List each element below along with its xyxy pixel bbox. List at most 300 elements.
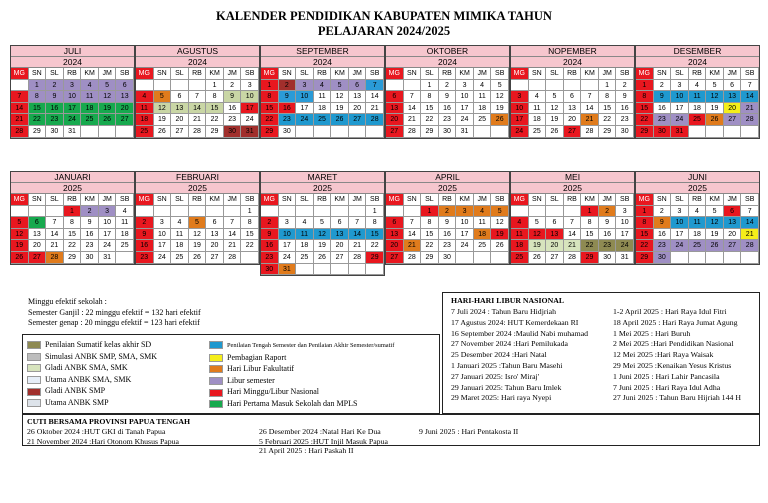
day-cell: 10: [456, 217, 474, 229]
weekday-header: KM: [706, 194, 724, 206]
month-year: 2024: [11, 57, 134, 68]
day-cell: [116, 252, 134, 264]
day-cell: 23: [224, 114, 242, 126]
day-cell: [116, 126, 134, 138]
day-cell: 30: [224, 126, 242, 138]
weekday-header: MG: [511, 194, 529, 206]
day-cell: 12: [11, 229, 29, 241]
day-cell: 10: [671, 91, 689, 103]
day-cell: 8: [261, 91, 279, 103]
day-cell: 12: [491, 91, 509, 103]
day-cell: 11: [511, 229, 529, 241]
day-cell: [404, 206, 422, 218]
holiday-entry: 29 Maret 2025: Hari raya Nyepi: [451, 393, 552, 403]
day-cell: [296, 126, 314, 138]
legend-item: [27, 374, 157, 386]
day-cell: 30: [46, 126, 64, 138]
month-name: JULI: [11, 46, 134, 57]
day-cell: 24: [154, 252, 172, 264]
day-cell: 25: [136, 126, 154, 138]
holiday-entry: 9 Juni 2025 : Hari Pentakosta II: [419, 427, 519, 436]
holiday-entry: 29 Mei 2025 :Kenaikan Yesus Kristus: [613, 360, 732, 370]
month-year: 2025: [11, 183, 134, 194]
weekday-header: MG: [636, 194, 654, 206]
day-cell: 5: [546, 91, 564, 103]
weekday-header: SB: [366, 194, 384, 206]
day-cell: 26: [189, 252, 207, 264]
legend-right: [209, 339, 394, 410]
weekday-header: JM: [99, 68, 117, 80]
day-cell: 23: [136, 252, 154, 264]
day-cell: 18: [689, 103, 707, 115]
holidays-title: HARI-HARI LIBUR NASIONAL: [451, 296, 565, 305]
day-cell: 20: [386, 240, 404, 252]
day-cell: 17: [511, 114, 529, 126]
day-cell: 10: [616, 217, 634, 229]
day-cell: 27: [724, 114, 742, 126]
day-cell: 26: [491, 114, 509, 126]
weekday-header: SL: [546, 68, 564, 80]
legend-swatch: [209, 389, 223, 397]
day-cell: 30: [439, 252, 457, 264]
legend-label: Penilaian Sumatif kelas akhir SD: [45, 340, 152, 349]
month-name: MARET: [261, 172, 384, 183]
day-cell: 1: [261, 80, 279, 92]
weekday-header: SB: [241, 194, 259, 206]
day-cell: 18: [171, 240, 189, 252]
day-cell: 9: [279, 91, 297, 103]
day-cell: 17: [671, 103, 689, 115]
day-cell: 26: [154, 126, 172, 138]
weekday-header: MG: [636, 68, 654, 80]
day-cell: 2: [136, 217, 154, 229]
day-cell: 29: [64, 252, 82, 264]
day-cell: 6: [349, 80, 367, 92]
weekday-header: MG: [386, 194, 404, 206]
day-cell: 23: [654, 240, 672, 252]
holiday-entry: 27 November 2024 :Hari Pemilukada: [451, 339, 568, 349]
day-cell: 10: [456, 91, 474, 103]
day-cell: 22: [64, 240, 82, 252]
month-oktober: [385, 45, 510, 139]
day-cell: [314, 126, 332, 138]
day-cell: 10: [241, 91, 259, 103]
weekday-header: KM: [456, 194, 474, 206]
holiday-entry: 7 Juni 2025 : Hari Raya Idul Adha: [613, 382, 721, 392]
day-cell: 9: [224, 91, 242, 103]
day-cell: [331, 126, 349, 138]
day-cell: 14: [404, 229, 422, 241]
day-cell: 28: [11, 126, 29, 138]
day-cell: [689, 126, 707, 138]
day-cell: 3: [296, 80, 314, 92]
day-cell: 26: [546, 126, 564, 138]
day-cell: 29: [636, 126, 654, 138]
holiday-entry: 26 Oktober 2024 :HUT GKI di Tanah Papua: [27, 427, 166, 436]
day-cell: 7: [366, 80, 384, 92]
day-cell: 2: [439, 206, 457, 218]
weekday-header: SN: [29, 194, 47, 206]
legend-item: [27, 362, 157, 374]
day-cell: 15: [241, 229, 259, 241]
cuti-col-1: [27, 427, 179, 446]
day-cell: 29: [421, 252, 439, 264]
day-cell: 7: [224, 217, 242, 229]
weekday-header: RB: [64, 194, 82, 206]
month-maret: [260, 171, 385, 276]
legend-item: [27, 339, 157, 351]
day-cell: 2: [261, 217, 279, 229]
day-cell: 22: [636, 114, 654, 126]
day-cell: 14: [349, 229, 367, 241]
month-januari: [10, 171, 135, 265]
month-agustus: [135, 45, 260, 139]
day-cell: 25: [171, 252, 189, 264]
effective-line-3: Semester genap : 20 minggu efektif = 123 hari efektif: [28, 318, 200, 327]
holiday-entry: 17 Agustus 2024: HUT Kemerdekaan RI: [451, 317, 579, 327]
day-cell: 3: [456, 80, 474, 92]
weekday-header: JM: [349, 68, 367, 80]
weekday-header: SN: [654, 194, 672, 206]
day-cell: [386, 80, 404, 92]
day-cell: 5: [491, 206, 509, 218]
day-cell: 8: [599, 91, 617, 103]
day-cell: [491, 126, 509, 138]
day-cell: 8: [421, 91, 439, 103]
legend-box: [22, 334, 440, 414]
day-cell: [331, 264, 349, 276]
day-cell: 29: [636, 252, 654, 264]
weekday-header: JM: [599, 194, 617, 206]
day-cell: 24: [671, 240, 689, 252]
day-cell: 3: [511, 91, 529, 103]
day-cell: 29: [599, 126, 617, 138]
weekday-header: SB: [116, 68, 134, 80]
day-cell: 1: [29, 80, 47, 92]
day-cell: 12: [529, 229, 547, 241]
day-cell: 15: [421, 103, 439, 115]
day-cell: 22: [581, 240, 599, 252]
effective-line-2: Semester Ganjil : 22 minggu efektif = 132 hari efektif: [28, 307, 201, 317]
weekday-header: KM: [81, 194, 99, 206]
day-cell: 1: [421, 206, 439, 218]
title-line-2: PELAJARAN 2024/2025: [317, 24, 451, 38]
weekday-header: RB: [564, 68, 582, 80]
day-cell: 28: [366, 114, 384, 126]
day-cell: 10: [511, 103, 529, 115]
weekday-header: SL: [296, 68, 314, 80]
day-cell: [366, 126, 384, 138]
weekday-header: KM: [81, 68, 99, 80]
cuti-col-3: [419, 427, 518, 437]
legend-item: [209, 363, 394, 375]
day-cell: 18: [116, 229, 134, 241]
day-cell: 1: [64, 206, 82, 218]
day-cell: 22: [29, 114, 47, 126]
cuti-col-2: [259, 427, 388, 456]
day-cell: [529, 206, 547, 218]
weekday-header: SN: [279, 68, 297, 80]
month-year: 2024: [386, 57, 509, 68]
day-cell: [529, 80, 547, 92]
day-cell: 5: [491, 80, 509, 92]
legend-left: [27, 339, 157, 409]
day-cell: [261, 206, 279, 218]
day-cell: [189, 80, 207, 92]
day-cell: 14: [564, 229, 582, 241]
day-cell: 2: [654, 80, 672, 92]
weekday-header: JM: [599, 68, 617, 80]
day-cell: 20: [171, 114, 189, 126]
legend-item: [209, 398, 394, 410]
day-cell: 18: [474, 103, 492, 115]
weekday-header: SL: [546, 194, 564, 206]
legend-label: Gladi ANBK SMA, SMK: [45, 363, 128, 373]
day-cell: 4: [314, 80, 332, 92]
day-cell: 24: [456, 240, 474, 252]
day-cell: 21: [741, 229, 759, 241]
day-cell: 15: [206, 103, 224, 115]
day-cell: 17: [154, 240, 172, 252]
day-cell: [99, 126, 117, 138]
day-cell: [404, 80, 422, 92]
month-name: OKTOBER: [386, 46, 509, 57]
day-cell: 24: [64, 114, 82, 126]
weekday-header: MG: [136, 194, 154, 206]
weekday-header: SB: [616, 68, 634, 80]
day-cell: 14: [581, 103, 599, 115]
day-cell: 7: [741, 80, 759, 92]
day-cell: 24: [616, 240, 634, 252]
day-cell: [546, 80, 564, 92]
day-cell: 18: [511, 240, 529, 252]
weekday-header: KM: [581, 194, 599, 206]
day-cell: 14: [11, 103, 29, 115]
weekday-header: SL: [171, 194, 189, 206]
day-cell: 31: [99, 252, 117, 264]
day-cell: 21: [11, 114, 29, 126]
day-cell: 19: [491, 103, 509, 115]
month-year: 2025: [136, 183, 259, 194]
day-cell: 4: [474, 80, 492, 92]
day-cell: [296, 264, 314, 276]
day-cell: 27: [724, 240, 742, 252]
legend-swatch: [27, 376, 41, 384]
day-cell: 6: [724, 206, 742, 218]
day-cell: 24: [99, 240, 117, 252]
day-cell: 27: [546, 252, 564, 264]
day-cell: 7: [404, 217, 422, 229]
weekday-header: MG: [261, 194, 279, 206]
day-cell: 30: [439, 126, 457, 138]
holiday-entry: 18 April 2025 : Hari Raya Jumat Agung: [613, 317, 738, 327]
day-cell: [581, 80, 599, 92]
day-cell: 12: [706, 217, 724, 229]
day-cell: 25: [529, 126, 547, 138]
day-cell: 9: [654, 91, 672, 103]
day-cell: [171, 80, 189, 92]
day-cell: 4: [474, 206, 492, 218]
day-cell: [171, 206, 189, 218]
weekday-header: SN: [654, 68, 672, 80]
day-cell: [331, 206, 349, 218]
day-cell: 6: [29, 217, 47, 229]
day-cell: 29: [421, 126, 439, 138]
day-cell: 9: [261, 229, 279, 241]
day-cell: 16: [136, 240, 154, 252]
month-name: AGUSTUS: [136, 46, 259, 57]
day-cell: 14: [46, 229, 64, 241]
day-cell: 27: [386, 126, 404, 138]
day-cell: 16: [261, 240, 279, 252]
day-cell: 23: [439, 240, 457, 252]
day-cell: 7: [741, 206, 759, 218]
day-cell: 21: [46, 240, 64, 252]
day-cell: 10: [671, 217, 689, 229]
day-cell: 18: [314, 103, 332, 115]
day-cell: 31: [279, 264, 297, 276]
day-cell: 16: [616, 103, 634, 115]
day-cell: 11: [474, 91, 492, 103]
day-cell: 10: [99, 217, 117, 229]
day-cell: 27: [331, 252, 349, 264]
day-cell: 27: [564, 126, 582, 138]
legend-item: [209, 375, 394, 387]
day-cell: 2: [654, 206, 672, 218]
holiday-entry: 12 Mei 2025 :Hari Raya Waisak: [613, 350, 714, 360]
weekday-header: SL: [171, 68, 189, 80]
day-cell: 15: [421, 229, 439, 241]
day-cell: [349, 126, 367, 138]
day-cell: 26: [706, 240, 724, 252]
holiday-entry: 1 Juni 2025 : Hari Lahir Pancasila: [613, 371, 720, 381]
day-cell: 23: [654, 114, 672, 126]
day-cell: 11: [314, 91, 332, 103]
day-cell: 19: [706, 103, 724, 115]
weekday-header: RB: [689, 68, 707, 80]
month-year: 2024: [261, 57, 384, 68]
day-cell: 26: [331, 114, 349, 126]
day-cell: 11: [296, 229, 314, 241]
month-year: 2025: [386, 183, 509, 194]
day-cell: 2: [439, 80, 457, 92]
day-cell: 24: [296, 114, 314, 126]
day-cell: 20: [724, 103, 742, 115]
weekday-header: MG: [261, 68, 279, 80]
day-cell: 19: [331, 103, 349, 115]
day-cell: 4: [171, 217, 189, 229]
day-cell: 28: [224, 252, 242, 264]
holiday-entry: 27 Juni 2025 : Tahun Baru Hijriah 144 H: [613, 393, 741, 403]
weekday-header: KM: [581, 68, 599, 80]
weekday-header: SN: [404, 68, 422, 80]
month-juli: [10, 45, 135, 139]
weekday-header: RB: [314, 194, 332, 206]
day-cell: 6: [116, 80, 134, 92]
day-cell: 14: [366, 91, 384, 103]
day-cell: [206, 206, 224, 218]
month-nopember: [510, 45, 635, 139]
day-cell: 26: [706, 114, 724, 126]
day-cell: 6: [724, 80, 742, 92]
day-cell: 19: [99, 103, 117, 115]
legend-item: [27, 397, 157, 409]
day-cell: [456, 252, 474, 264]
day-cell: 9: [654, 217, 672, 229]
day-cell: 7: [564, 217, 582, 229]
day-cell: 28: [404, 252, 422, 264]
day-cell: 1: [366, 206, 384, 218]
weekday-header: SN: [529, 68, 547, 80]
day-cell: 16: [279, 103, 297, 115]
day-cell: 5: [189, 217, 207, 229]
day-cell: 9: [81, 217, 99, 229]
day-cell: 16: [224, 103, 242, 115]
day-cell: 3: [279, 217, 297, 229]
day-cell: 17: [279, 240, 297, 252]
day-cell: 8: [64, 217, 82, 229]
day-cell: [314, 264, 332, 276]
day-cell: 2: [616, 80, 634, 92]
day-cell: 21: [564, 240, 582, 252]
day-cell: 17: [296, 103, 314, 115]
day-cell: 17: [241, 103, 259, 115]
day-cell: [366, 264, 384, 276]
day-cell: 24: [279, 252, 297, 264]
legend-item: [209, 352, 394, 364]
day-cell: 5: [706, 80, 724, 92]
day-cell: 7: [11, 91, 29, 103]
day-cell: 24: [241, 114, 259, 126]
day-cell: 22: [421, 114, 439, 126]
legend-label: Penilaian Tengah Semester dan Penilaian Akhir Semester/sumatif: [227, 342, 395, 349]
day-cell: 30: [654, 126, 672, 138]
weekday-header: JM: [474, 68, 492, 80]
day-cell: [511, 80, 529, 92]
day-cell: 4: [116, 206, 134, 218]
weekday-header: JM: [474, 194, 492, 206]
day-cell: 28: [189, 126, 207, 138]
day-cell: 17: [456, 229, 474, 241]
day-cell: 16: [654, 229, 672, 241]
day-cell: [154, 206, 172, 218]
day-cell: 16: [439, 229, 457, 241]
weekday-header: RB: [314, 68, 332, 80]
weekday-header: RB: [564, 194, 582, 206]
day-cell: 19: [529, 240, 547, 252]
day-cell: 8: [581, 217, 599, 229]
weekday-header: RB: [64, 68, 82, 80]
day-cell: 25: [81, 114, 99, 126]
day-cell: 23: [599, 240, 617, 252]
month-year: 2024: [511, 57, 634, 68]
weekday-header: SN: [29, 68, 47, 80]
day-cell: 15: [581, 229, 599, 241]
day-cell: [29, 206, 47, 218]
day-cell: 4: [511, 217, 529, 229]
legend-label: Simulasi ANBK SMP, SMA, SMK: [45, 351, 158, 361]
day-cell: 27: [206, 252, 224, 264]
day-cell: 10: [296, 91, 314, 103]
cuti-title: CUTI BERSAMA PROVINSI PAPUA TENGAH: [27, 417, 191, 426]
day-cell: 21: [581, 114, 599, 126]
day-cell: 11: [81, 91, 99, 103]
holiday-entry: 7 Juli 2024 : Tahun Baru Hidjriah: [451, 307, 556, 316]
day-cell: [349, 206, 367, 218]
day-cell: 21: [741, 103, 759, 115]
day-cell: 29: [581, 252, 599, 264]
weekday-header: KM: [331, 194, 349, 206]
